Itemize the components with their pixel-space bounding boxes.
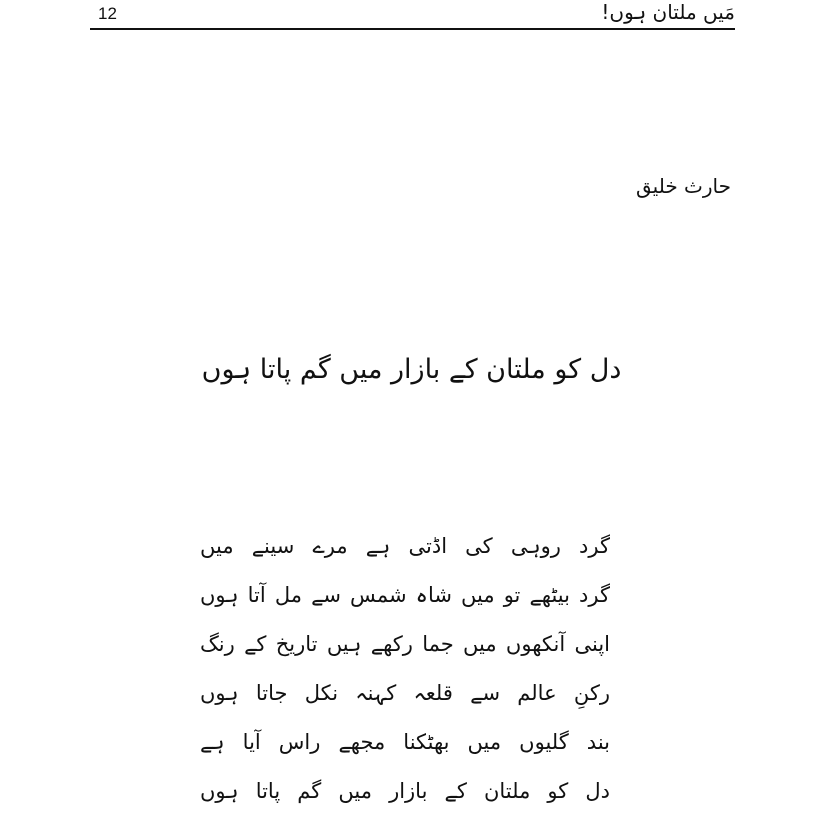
verse-line: بند گلیوں میں بھٹکنا مجھے راس آیا ہے <box>200 730 610 754</box>
poem-verses <box>200 522 610 816</box>
poem-title: دل کو ملتان کے بازار میں گم پاتا ہوں <box>201 354 622 385</box>
verse-line: گرد بیٹھے تو میں شاہ شمس سے مل آتا ہوں <box>200 583 610 607</box>
verse-line: اپنی آنکھوں میں جما رکھے ہیں تاریخ کے رنگ <box>200 632 610 656</box>
page-header <box>90 0 735 30</box>
verse-line: گرد روہی کی اڈتی ہے مرے سینے میں <box>200 534 610 558</box>
running-title: مَیں ملتان ہوں! <box>601 0 735 24</box>
verse-line: رکنِ عالم سے قلعہ کہنہ نکل جاتا ہوں <box>200 681 610 705</box>
header-rule <box>90 28 735 30</box>
verse-line: دل کو ملتان کے بازار میں گم پاتا ہوں <box>200 779 610 803</box>
page-number: 12 <box>98 4 117 23</box>
author-name: حارث خلیق <box>636 174 731 198</box>
